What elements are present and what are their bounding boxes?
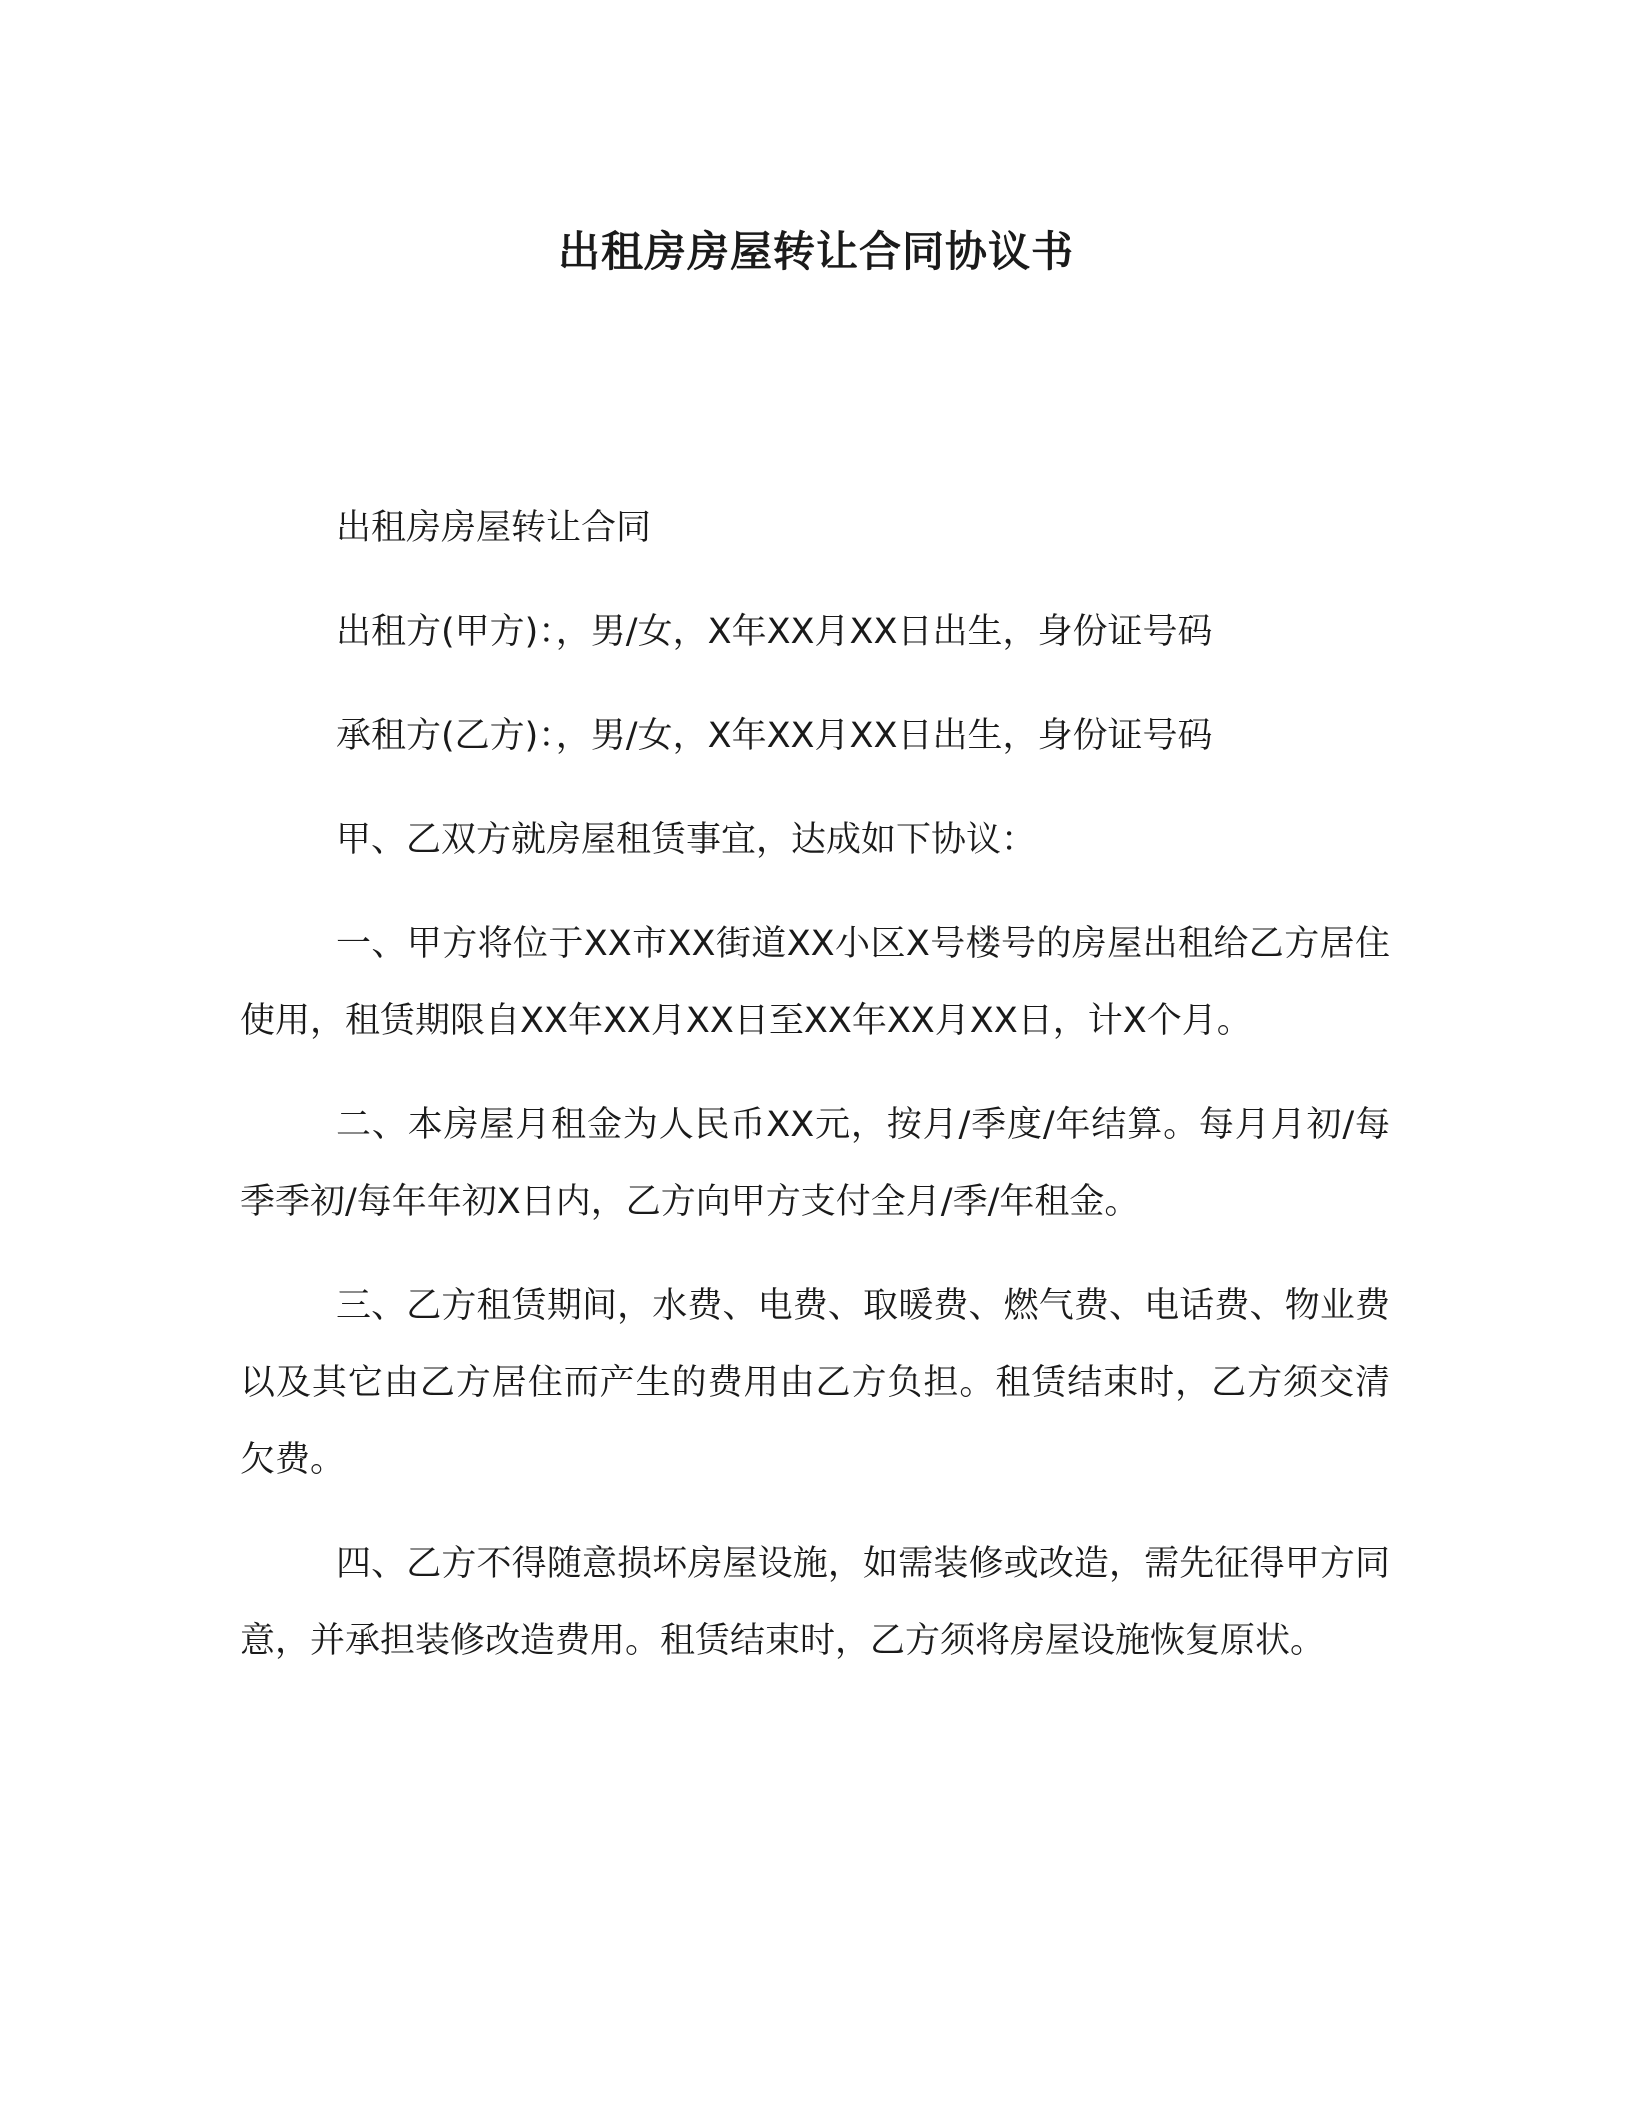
clause-2: 二、本房屋月租金为人民币XX元，按月/季度/年结算。每月月初/每季季初/每年年初X日内，乙方向甲方支付全月/季/年租金。 — [240, 1105, 1390, 1222]
clause-4: 四、乙方不得随意损坏房屋设施，如需装修或改造，需先征得甲方同意，并承担装修改造费用。租赁结束时，乙方须将房屋设施恢复原状。 — [240, 1544, 1390, 1661]
lessee-line: 承租方(乙方)：，男/女，X年XX月XX日出生，身份证号码 — [336, 716, 1213, 756]
clause-3: 三、乙方租赁期间，水费、电费、取暖费、燃气费、电话费、物业费以及其它由乙方居住而产生的费用由乙方负担。租赁结束时，乙方须交清欠费。 — [240, 1286, 1390, 1480]
document-title: 出租房房屋转让合同协议书 — [557, 227, 1074, 276]
agreement-intro: 甲、乙双方就房屋租赁事宜，达成如下协议： — [336, 820, 1037, 860]
contract-subtitle: 出租房房屋转让合同 — [336, 508, 652, 548]
lessor-line: 出租方(甲方)：，男/女，X年XX月XX日出生，身份证号码 — [336, 612, 1213, 652]
clause-1: 一、甲方将位于XX市XX街道XX小区X号楼号的房屋出租给乙方居住使用，租赁期限自XX年XX月XX日至XX年XX月XX日，计X个月。 — [240, 924, 1390, 1041]
document-body — [240, 490, 1390, 1707]
